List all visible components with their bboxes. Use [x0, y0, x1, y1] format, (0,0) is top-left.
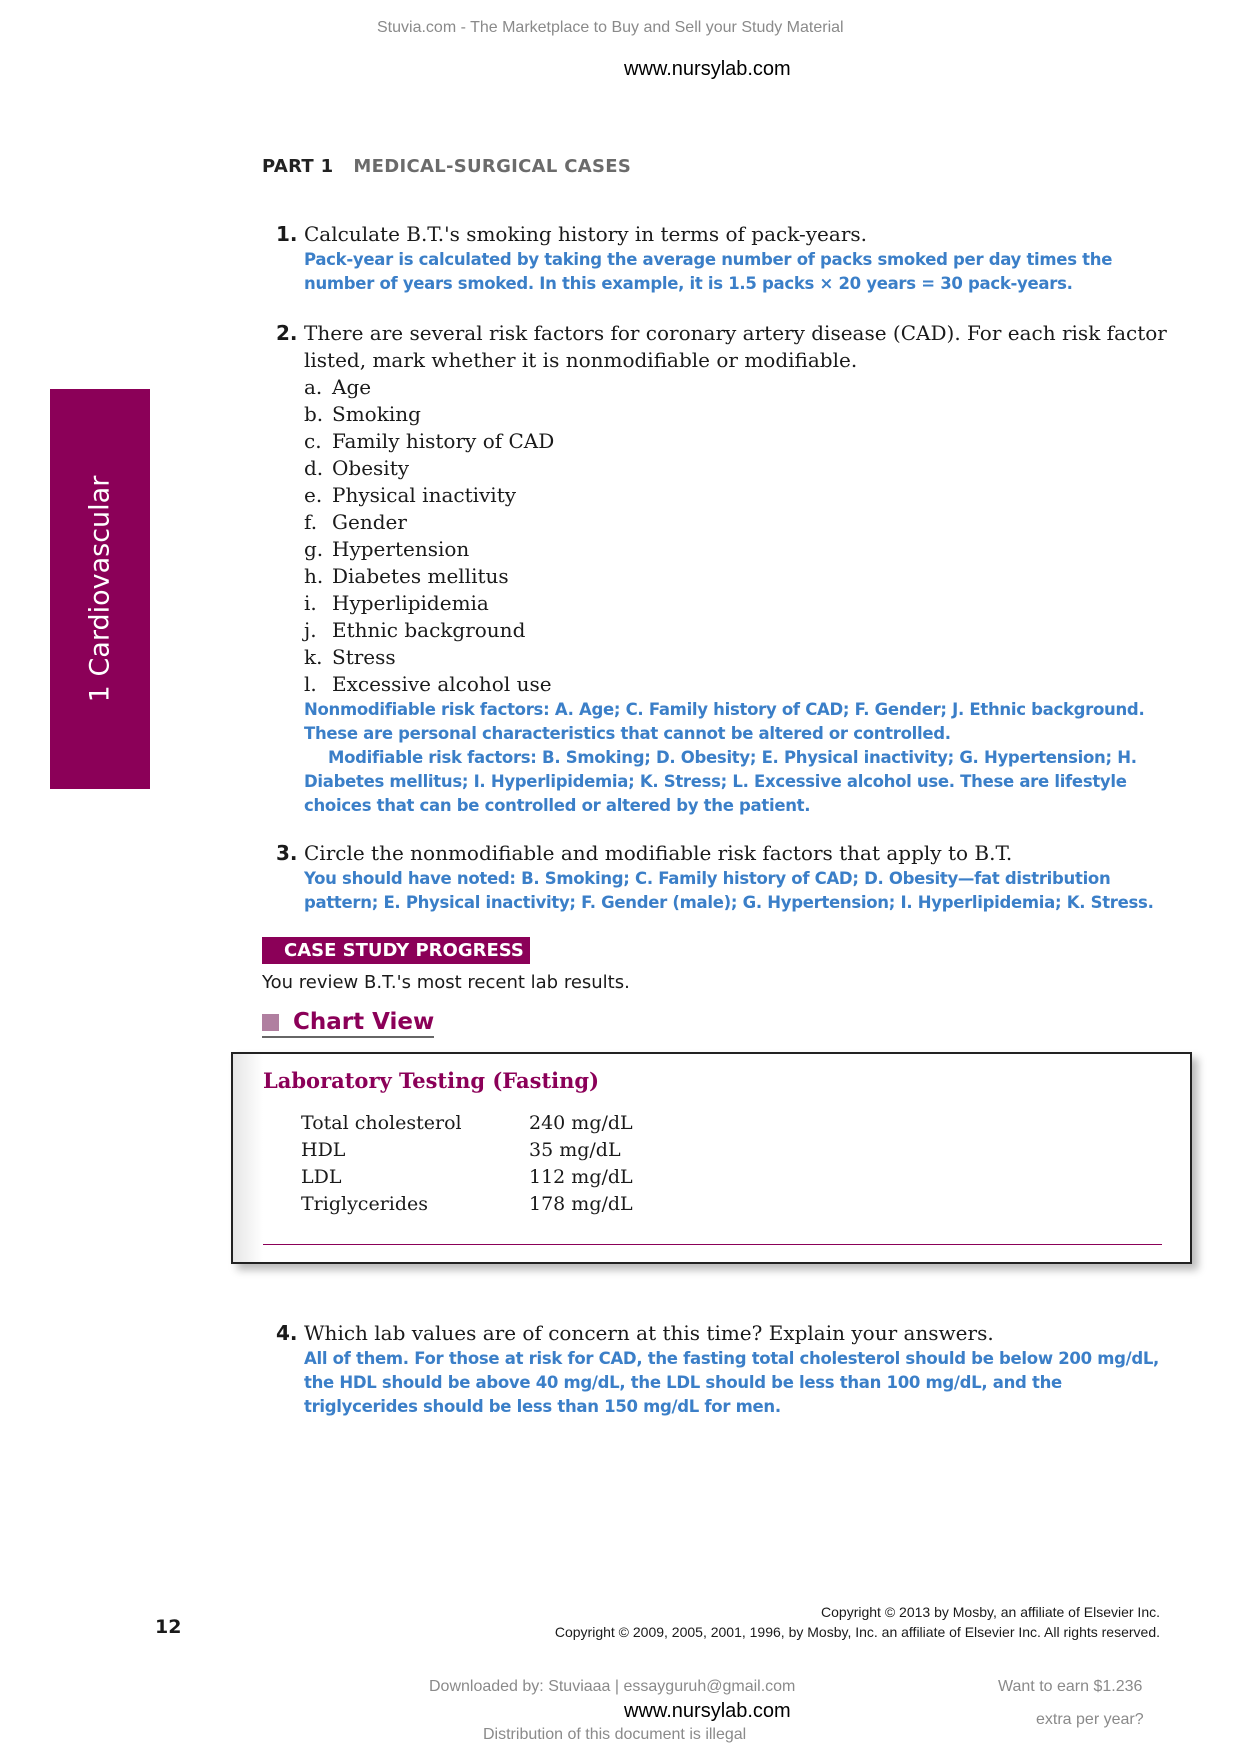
risk-factor-item: [304, 509, 1172, 536]
part-number: PART 1: [262, 156, 334, 177]
lab-table: [301, 1110, 633, 1218]
lab-test-value: 178 mg/dL: [529, 1193, 633, 1215]
question-3: [276, 840, 1172, 915]
risk-factor-item: [304, 374, 1172, 401]
question-1: [276, 221, 1172, 296]
risk-factor-item: [304, 671, 1172, 698]
item-letter: j.: [304, 618, 317, 642]
lab-test-name: Total cholesterol: [301, 1112, 462, 1134]
main-content: [262, 221, 1172, 1419]
item-text: Ethnic background: [332, 618, 526, 642]
question-2: [276, 320, 1172, 818]
copyright-2: Copyright © 2009, 2005, 2001, 1996, by Mosby, Inc. an affiliate of Elsevier Inc. All rights reserved.: [554, 1624, 1160, 1640]
question-text: Calculate B.T.'s smoking history in terms of pack-years.: [304, 222, 867, 246]
answer-text: Pack-year is calculated by taking the average number of packs smoked per day times the number of years smoked. In this example, it is 1.5 packs × 20 years = 30 pack-years.: [304, 250, 1113, 293]
lab-test-name: LDL: [301, 1166, 342, 1188]
lab-test-value: 240 mg/dL: [529, 1112, 633, 1134]
question-text: There are several risk factors for coronary artery disease (CAD). For each risk factor listed, mark whether it is nonmodifiable or modifiable.: [304, 321, 1167, 372]
item-letter: g.: [304, 537, 324, 561]
lab-test-name: HDL: [301, 1139, 346, 1161]
question-text: Circle the nonmodifiable and modifiable risk factors that apply to B.T.: [304, 841, 1013, 865]
answer-label: Modifiable risk factors:: [328, 748, 537, 767]
item-text: Stress: [332, 645, 396, 669]
lab-row: [301, 1191, 633, 1218]
answer-nonmodifiable: [304, 698, 1172, 746]
item-text: Gender: [332, 510, 407, 534]
item-letter: e.: [304, 483, 323, 507]
risk-factor-item: [304, 482, 1172, 509]
item-text: Obesity: [332, 456, 410, 480]
answer-modifiable: [304, 746, 1172, 818]
answer-label: Nonmodifiable risk factors:: [304, 700, 550, 719]
lab-title: Laboratory Testing (Fasting): [263, 1068, 600, 1093]
item-text: Physical inactivity: [332, 483, 517, 507]
chapter-tab: [50, 389, 150, 789]
item-letter: b.: [304, 402, 324, 426]
question-number: 3.: [276, 841, 298, 865]
risk-factor-item: [304, 644, 1172, 671]
downloaded-by: Downloaded by: Stuviaaa | essayguruh@gmail.com: [429, 1678, 796, 1695]
item-text: Hyperlipidemia: [332, 591, 489, 615]
lab-test-value: 112 mg/dL: [529, 1166, 633, 1188]
watermark-url-bottom[interactable]: www.nursylab.com: [624, 1700, 791, 1722]
lab-row: [301, 1137, 633, 1164]
risk-factor-item: [304, 590, 1172, 617]
lab-results-box: [231, 1052, 1192, 1264]
part-header: [262, 156, 631, 177]
lab-test-name: Triglycerides: [301, 1193, 429, 1215]
item-letter: h.: [304, 564, 324, 588]
item-letter: d.: [304, 456, 324, 480]
copyright-1: Copyright © 2013 by Mosby, an affiliate of Elsevier Inc.: [821, 1604, 1160, 1620]
answer-text: A. Age; C. Family history of CAD; F. Gender; J. Ethnic background. These are personal characteristics that cannot be altered or controlled.: [304, 700, 1145, 743]
progress-text: You review B.T.'s most recent lab results.: [262, 972, 630, 993]
item-text: Diabetes mellitus: [332, 564, 509, 588]
distribution-notice: Distribution of this document is illegal: [483, 1726, 747, 1743]
stuvia-watermark: Stuvia.com - The Marketplace to Buy and Sell your Study Material: [377, 19, 844, 36]
answer-text: All of them. For those at risk for CAD, the fasting total cholesterol should be below 200 mg/dL, the HDL should be above 40 mg/dL, the LDL should be less than 100 mg/dL, and the triglycerides should be less than 150 mg/dL for men.: [304, 1349, 1160, 1416]
risk-factor-item: [304, 455, 1172, 482]
earn-promo-line2[interactable]: extra per year?: [1036, 1711, 1144, 1728]
risk-factor-item: [304, 536, 1172, 563]
watermark-url[interactable]: www.nursylab.com: [624, 58, 791, 80]
item-letter: l.: [304, 672, 317, 696]
lab-test-value: 35 mg/dL: [529, 1139, 621, 1161]
answer-text: You should have noted: B. Smoking; C. Family history of CAD; D. Obesity—fat distribution pattern; E. Physical inactivity; F. Gender (male); G. Hypertension; I. Hyperlipidemia; K. Stress.: [304, 869, 1154, 912]
item-text: Smoking: [332, 402, 421, 426]
item-letter: c.: [304, 429, 322, 453]
chart-view-heading: [262, 1009, 434, 1038]
item-letter: k.: [304, 645, 323, 669]
question-number: 2.: [276, 321, 298, 345]
item-letter: i.: [304, 591, 317, 615]
item-text: Family history of CAD: [332, 429, 555, 453]
square-bullet-icon: [262, 1014, 279, 1031]
answer-text: B. Smoking; D. Obesity; E. Physical inactivity; G. Hypertension; H. Diabetes mellitus; I. Hyperlipidemia; K. Stress; L. Excessive alcohol use. These are lifestyle choices that can be controlled or altered by the patient.: [304, 748, 1137, 815]
lab-row: [301, 1110, 633, 1137]
item-letter: f.: [304, 510, 318, 534]
question-number: 1.: [276, 222, 298, 246]
risk-factor-item: [304, 428, 1172, 455]
section-title: MEDICAL-SURGICAL CASES: [353, 156, 632, 177]
lab-row: [301, 1164, 633, 1191]
question-text: Which lab values are of concern at this time? Explain your answers.: [304, 1321, 994, 1345]
question-number: 4.: [276, 1321, 298, 1345]
item-text: Hypertension: [332, 537, 470, 561]
risk-factor-item: [304, 563, 1172, 590]
divider: [263, 1244, 1162, 1245]
item-text: Excessive alcohol use: [332, 672, 552, 696]
chart-view-label: Chart View: [293, 1009, 435, 1035]
chapter-tab-label: 1 Cardiovascular: [84, 475, 116, 703]
question-4: [276, 1320, 1172, 1419]
item-letter: a.: [304, 375, 323, 399]
risk-factor-item: [304, 617, 1172, 644]
page-number: 12: [155, 1616, 182, 1638]
risk-factor-item: [304, 401, 1172, 428]
case-study-progress-banner: CASE STUDY PROGRESS: [262, 937, 530, 964]
risk-factor-list: [304, 374, 1172, 698]
earn-promo-line1[interactable]: Want to earn $1.236: [998, 1678, 1143, 1695]
item-text: Age: [332, 375, 372, 399]
